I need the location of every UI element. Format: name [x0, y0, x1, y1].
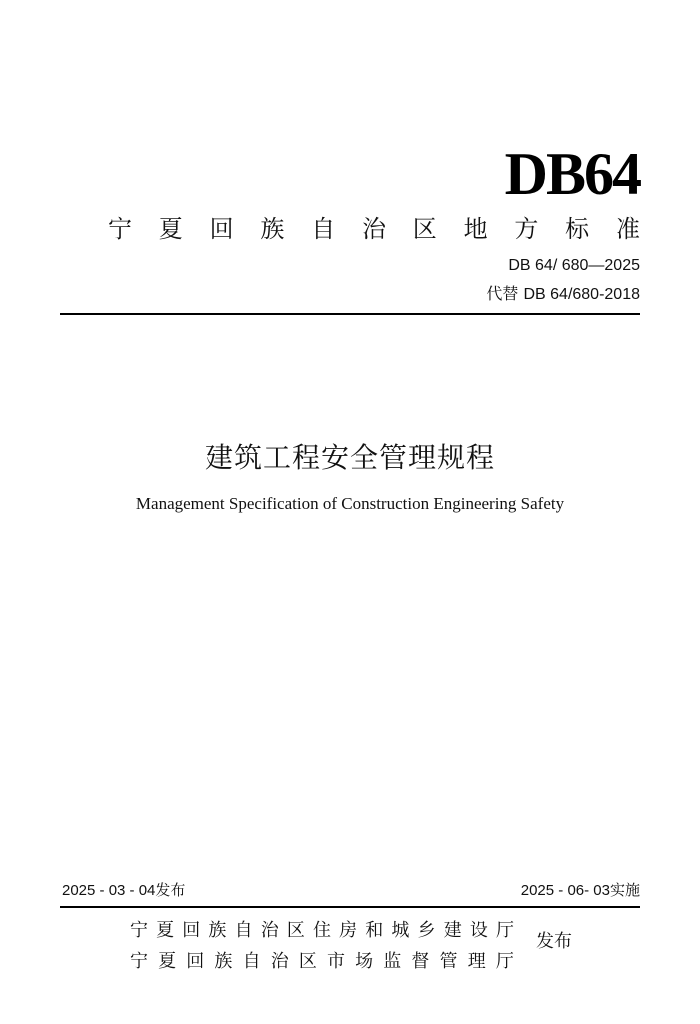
spaced-character: 场	[355, 951, 374, 972]
spaced-character: 夏	[158, 214, 183, 243]
spaced-character: 区	[298, 951, 317, 972]
spaced-character: 管	[439, 951, 458, 972]
spaced-character: 自	[311, 214, 336, 243]
spaced-character: 区	[412, 214, 437, 243]
spaced-character: 宁	[108, 214, 132, 243]
spaced-character: 和	[365, 920, 384, 941]
spaced-character: 地	[463, 214, 488, 243]
spaced-character: 治	[361, 214, 386, 243]
standard-type	[108, 208, 640, 244]
spaced-character: 治	[260, 920, 279, 941]
spaced-character: 自	[242, 951, 261, 972]
standard-code-prefix: DB64	[504, 141, 640, 207]
issuing-authorities	[130, 914, 514, 975]
spaced-character: 治	[270, 951, 289, 972]
spaced-character: 宁	[130, 951, 148, 972]
issuer-market-regulation-department	[130, 945, 514, 975]
spaced-character: 夏	[158, 951, 177, 972]
spaced-character: 准	[615, 214, 640, 243]
spaced-character: 回	[209, 214, 234, 243]
spaced-character: 城	[391, 920, 410, 941]
document-title-english: Management Specification of Construction Engineering Safety	[135, 494, 565, 513]
spaced-character: 族	[214, 951, 233, 972]
issue-date: 2025 - 03 - 04	[62, 882, 156, 899]
spaced-character: 建	[443, 920, 462, 941]
replaces-line	[486, 284, 640, 305]
spaced-character: 标	[565, 214, 590, 243]
issuer-housing-department	[130, 914, 514, 944]
spaced-character: 督	[411, 951, 430, 972]
spaced-character: 住	[312, 920, 331, 941]
spaced-character: 乡	[417, 920, 436, 941]
spaced-character: 族	[260, 214, 285, 243]
spaced-character: 区	[286, 920, 305, 941]
spaced-character: 市	[326, 951, 345, 972]
spaced-character: 族	[208, 920, 227, 941]
spaced-character: 厅	[495, 920, 514, 941]
issue-label: 发布	[155, 881, 186, 899]
spaced-character: 宁	[130, 920, 148, 941]
replaces-label: 代替	[486, 284, 519, 303]
standard-number: DB 64/ 680—2025	[508, 257, 640, 274]
implementation-label: 实施	[609, 881, 640, 899]
spaced-character: 监	[383, 951, 402, 972]
spaced-character: 设	[469, 920, 488, 941]
spaced-character: 回	[182, 920, 201, 941]
document-title-chinese: 建筑工程安全管理规程	[204, 441, 495, 474]
implementation-date-line	[521, 880, 640, 901]
spaced-character: 厅	[495, 951, 514, 972]
implementation-date: 2025 - 06- 03	[520, 882, 610, 899]
publish-label: 发布	[536, 931, 572, 952]
spaced-character: 自	[234, 920, 253, 941]
top-divider	[60, 313, 640, 315]
spaced-character: 回	[186, 951, 205, 972]
bottom-divider	[60, 906, 640, 908]
spaced-character: 方	[514, 214, 539, 243]
spaced-character: 夏	[156, 920, 175, 941]
issue-date-line	[62, 880, 185, 901]
spaced-character: 房	[339, 920, 358, 941]
replaces-number: DB 64/680-2018	[523, 286, 640, 303]
spaced-character: 理	[467, 951, 486, 972]
